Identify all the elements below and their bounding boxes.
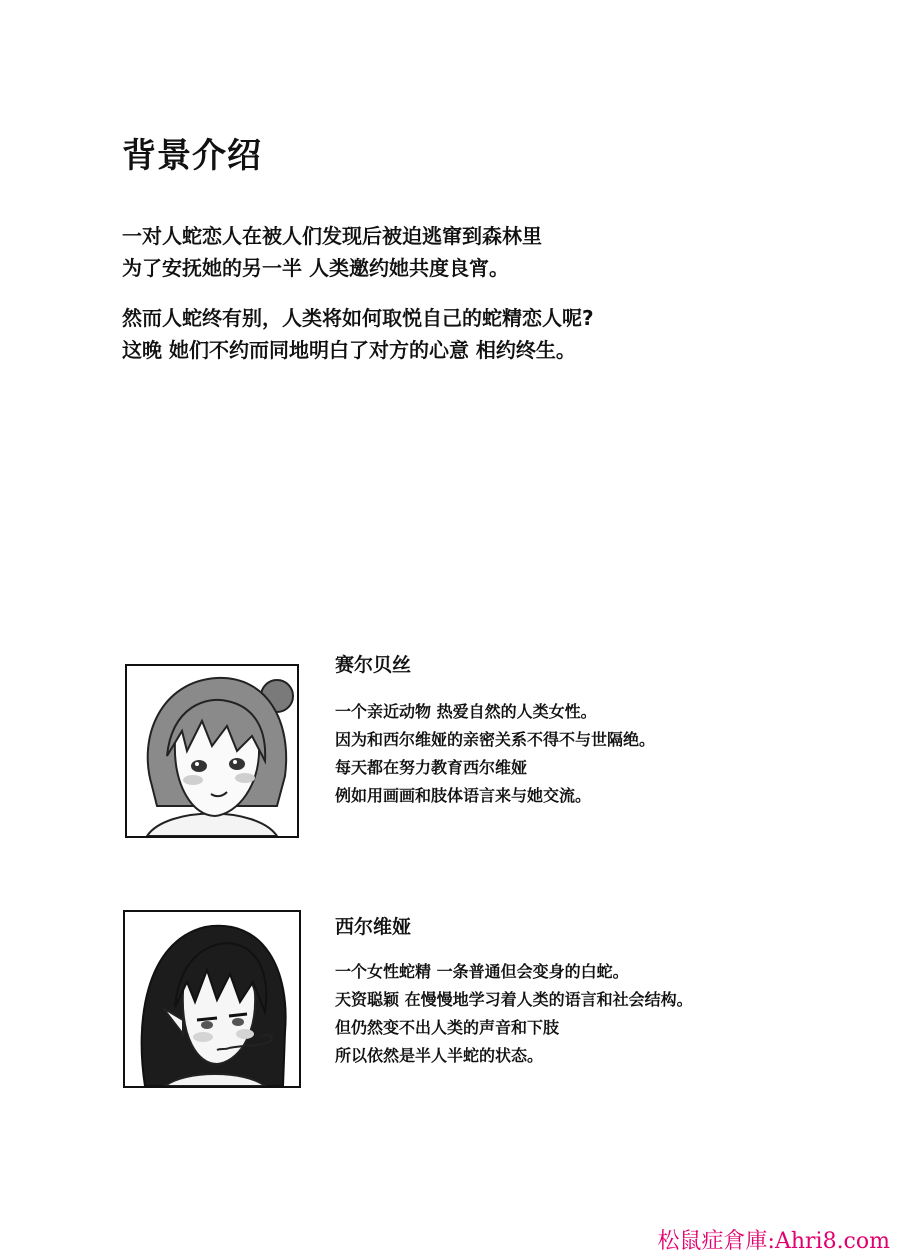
story-line: 这晚 她们不约而同地明白了对方的心意 相约终生。 (122, 338, 576, 362)
description-line: 天资聪颖 在慢慢地学习着人类的语言和社会结构。 (335, 990, 693, 1009)
description-line: 但仍然变不出人类的声音和下肢 (335, 1018, 560, 1037)
description-line: 例如用画画和肢体语言来与她交流。 (335, 786, 592, 805)
watermark: 松鼠症倉庫:Ahri8.com (656, 1224, 892, 1255)
intro-line: 为了安抚她的另一半 人类邀约她共度良宵。 (122, 256, 509, 280)
character-description (335, 698, 655, 810)
character-description (335, 958, 693, 1070)
character-name: 赛尔贝丝 (335, 654, 412, 676)
intro-paragraph (122, 220, 542, 284)
description-line: 一个亲近动物 热爱自然的人类女性。 (335, 702, 597, 721)
description-line: 一个女性蛇精 一条普通但会变身的白蛇。 (335, 962, 629, 981)
short-haired-girl-portrait (127, 666, 297, 836)
page-title: 背景介绍 (122, 136, 262, 176)
character-name: 西尔维娅 (335, 916, 412, 938)
character-portrait-sylvia (123, 910, 301, 1088)
description-line: 所以依然是半人半蛇的状态。 (335, 1046, 544, 1065)
long-haired-snake-girl-portrait (125, 912, 299, 1086)
story-line: 然而人蛇终有别，人类将如何取悦自己的蛇精恋人呢? (122, 306, 594, 330)
story-paragraph (122, 302, 594, 366)
intro-line: 一对人蛇恋人在被人们发现后被迫逃窜到森林里 (122, 224, 542, 248)
character-portrait-selbeth (125, 664, 299, 838)
description-line: 每天都在努力教育西尔维娅 (335, 758, 528, 777)
description-line: 因为和西尔维娅的亲密关系不得不与世隔绝。 (335, 730, 656, 749)
